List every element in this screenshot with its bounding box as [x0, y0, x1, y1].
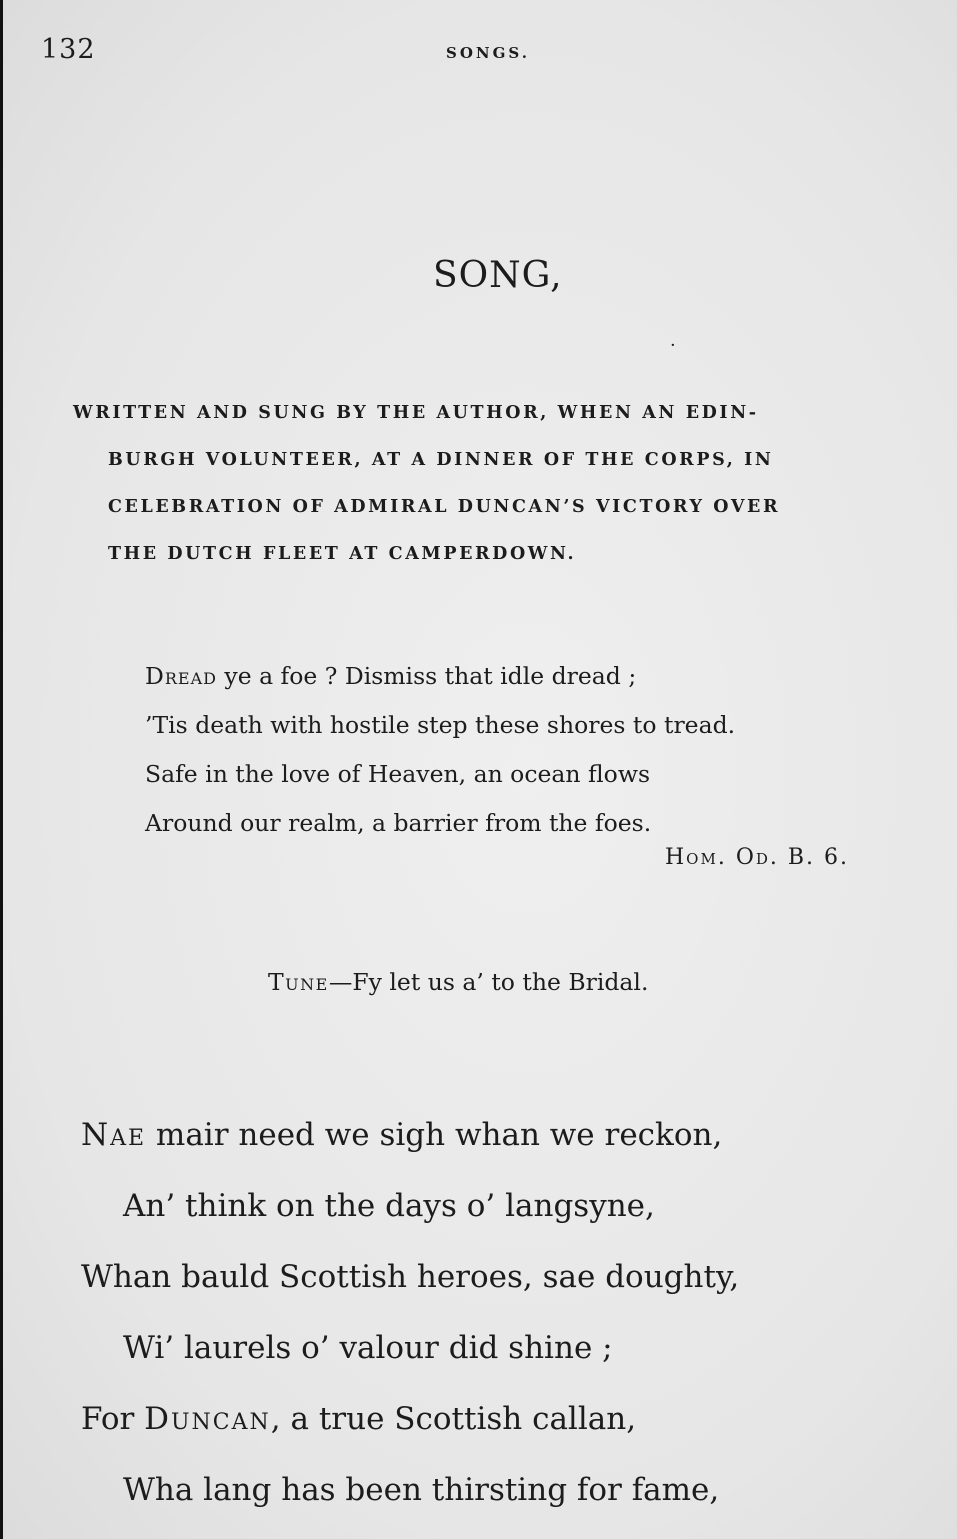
page-number: 132: [41, 34, 96, 65]
song-title: SONG,: [433, 255, 563, 296]
epigraph-first-word: Dread: [145, 662, 217, 690]
epigraph-line: ’Tis death with hostile step these shores to tread.: [145, 711, 736, 739]
verse-first-word: Nae: [81, 1117, 147, 1153]
title-ornament-dot: ·: [670, 335, 676, 356]
verse-line: Wha lang has been thirsting for fame,: [123, 1472, 720, 1508]
epigraph-line: Around our realm, a barrier from the foes.: [145, 809, 652, 837]
song-subtitle: [73, 390, 925, 578]
verse-line: An’ think on the days o’ langsyne,: [123, 1188, 655, 1224]
song-verse: [81, 1100, 739, 1526]
epigraph-first-line-rest: ye a foe ? Dismiss that idle dread ;: [216, 662, 637, 690]
verse-name-duncan: Duncan: [144, 1401, 271, 1437]
verse-line-rest: mair need we sigh whan we reckon,: [146, 1117, 723, 1153]
epigraph-line: Safe in the love of Heaven, an ocean flows: [145, 760, 651, 788]
verse-line: Wi’ laurels o’ valour did shine ;: [123, 1330, 613, 1366]
subtitle-line: BURGH VOLUNTEER, AT A DINNER OF THE CORPS, IN: [108, 450, 774, 470]
subtitle-line: THE DUTCH FLEET AT CAMPERDOWN.: [108, 544, 577, 564]
verse-line: [81, 1384, 739, 1455]
subtitle-line: CELEBRATION OF ADMIRAL DUNCAN’S VICTORY OVER: [108, 497, 781, 517]
subtitle-line: WRITTEN AND SUNG BY THE AUTHOR, WHEN AN EDIN-: [73, 403, 759, 423]
tune-name: —Fy let us a’ to the Bridal.: [328, 968, 649, 996]
verse-line: Whan bauld Scottish heroes, sae doughty,: [81, 1259, 740, 1295]
verse-line-pre: For: [81, 1401, 145, 1437]
verse-line: [81, 1100, 739, 1171]
tune-label: Tune: [268, 968, 329, 996]
tune-line: [268, 968, 648, 996]
running-head: SONGS.: [446, 44, 530, 62]
verse-line-rest: , a true Scottish callan,: [270, 1401, 637, 1437]
epigraph: [145, 652, 735, 848]
epigraph-citation: Hom. Od. B. 6.: [665, 845, 850, 870]
epigraph-line: [145, 652, 735, 701]
